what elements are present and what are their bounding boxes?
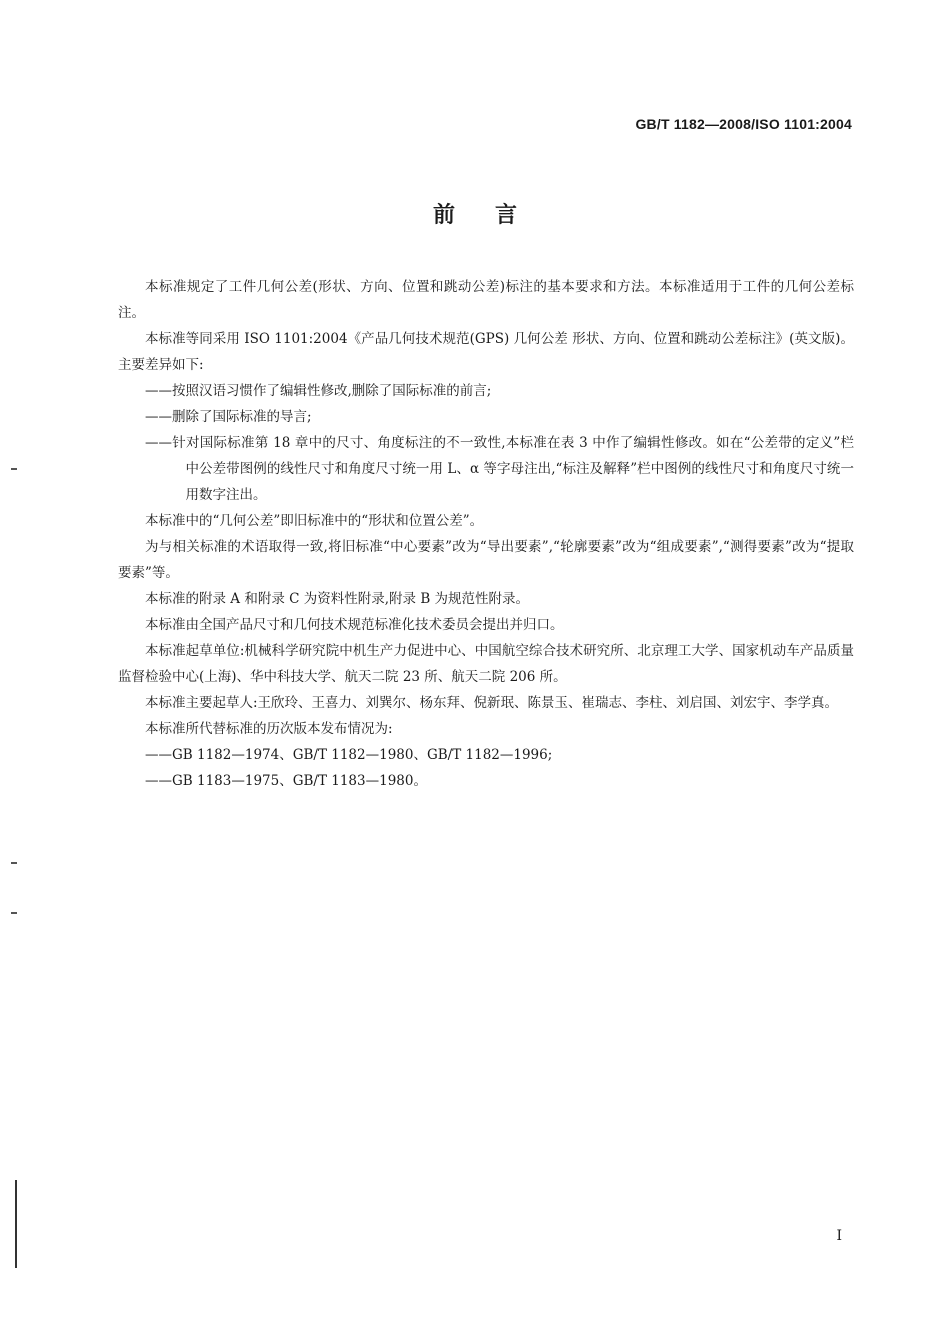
list-item-history-1: ——GB 1182—1974、GB/T 1182—1980、GB/T 1182—1996;	[145, 747, 553, 763]
list-item-history-2: ——GB 1183—1975、GB/T 1183—1980。	[145, 773, 427, 789]
preface-body	[118, 274, 854, 794]
paragraph-annexes: 本标准的附录 A 和附录 C 为资料性附录,附录 B 为规范性附录。	[145, 591, 530, 607]
scan-mark	[11, 862, 17, 864]
list-item-difference-3: ——针对国际标准第 18 章中的尺寸、角度标注的不一致性,本标准在表 3 中作了编辑性修改。如在“公差带的定义”栏中公差带图例的线性尺寸和角度尺寸统一用 L、α 等字母注出,“标注及解释”栏中图例的线性尺寸和角度尺寸统一用数字注出。	[145, 435, 854, 503]
page-title: 前言	[432, 203, 557, 228]
scan-margin-line	[15, 1180, 17, 1268]
paragraph-adoption: 本标准等同采用 ISO 1101:2004《产品几何技术规范(GPS) 几何公差 形状、方向、位置和跳动公差标注》(英文版)。主要差异如下:	[118, 331, 854, 373]
paragraph-scope: 本标准规定了工件几何公差(形状、方向、位置和跳动公差)标注的基本要求和方法。本标准适用于工件的几何公差标注。	[118, 279, 854, 321]
standard-code: GB/T 1182—2008/ISO 1101:2004	[635, 116, 852, 132]
scan-mark	[11, 912, 17, 914]
page-number: I	[836, 1228, 842, 1244]
paragraph-drafting-units: 本标准起草单位:机械科学研究院中机生产力促进中心、中国航空综合技术研究所、北京理工大学、国家机动车产品质量监督检验中心(上海)、华中科技大学、航天二院 23 所、航天二院 206 所。	[118, 643, 854, 685]
paragraph-drafters: 本标准主要起草人:王欣玲、王喜力、刘巽尔、杨东拜、倪新珉、陈景玉、崔瑞志、李柱、刘启国、刘宏宇、李学真。	[145, 695, 839, 711]
list-item-difference-2: ——删除了国际标准的导言;	[145, 409, 312, 425]
list-item-difference-1: ——按照汉语习惯作了编辑性修改,删除了国际标准的前言;	[145, 383, 492, 399]
paragraph-committee: 本标准由全国产品尺寸和几何技术规范标准化技术委员会提出并归口。	[145, 617, 564, 633]
scan-mark	[11, 468, 17, 470]
paragraph-terminology-2: 为与相关标准的术语取得一致,将旧标准“中心要素”改为“导出要素”,“轮廓要素”改为“组成要素”,“测得要素”改为“提取要素”等。	[118, 539, 854, 581]
paragraph-history-intro: 本标准所代替标准的历次版本发布情况为:	[145, 721, 393, 737]
paragraph-terminology-1: 本标准中的“几何公差”即旧标准中的“形状和位置公差”。	[145, 513, 484, 529]
